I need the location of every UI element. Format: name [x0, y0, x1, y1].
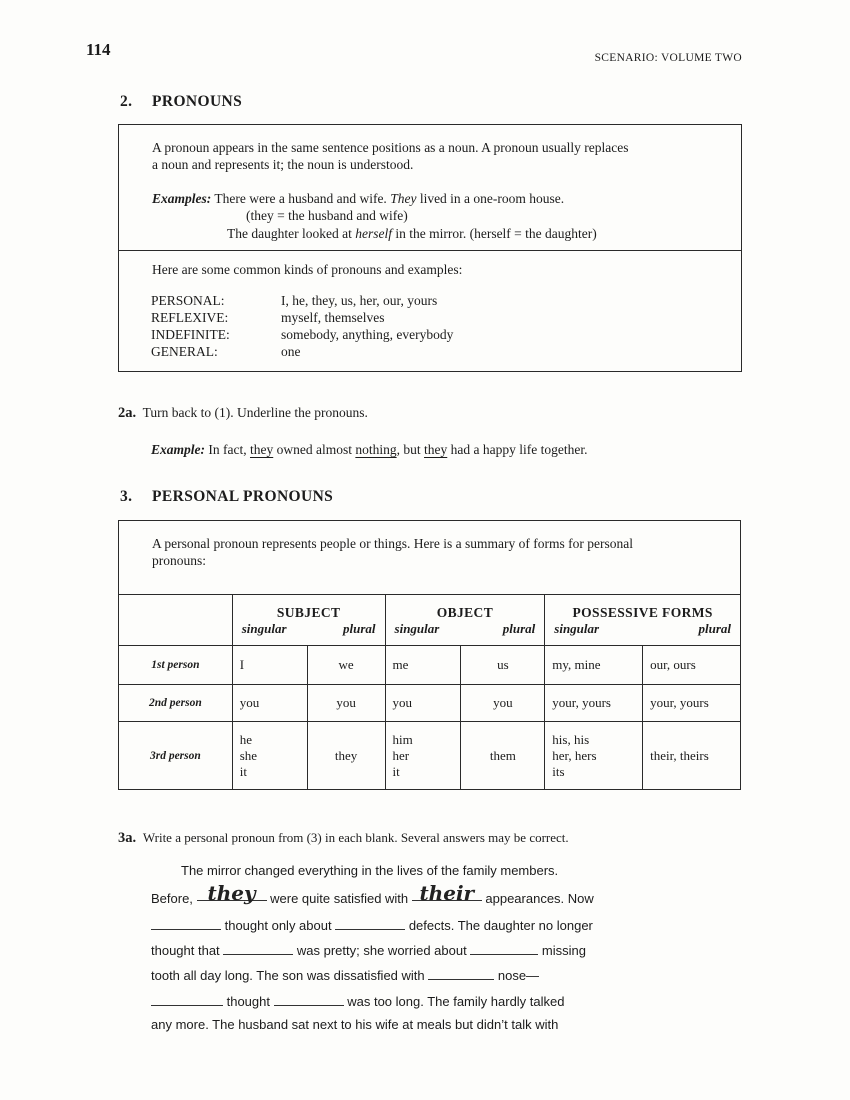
answer-blank[interactable]: [274, 991, 344, 1006]
kind-row: [151, 344, 301, 360]
example-text: owned almost: [273, 442, 356, 457]
kind-examples: myself, themselves: [281, 310, 385, 325]
example-text: lived in a one-room house.: [416, 191, 565, 206]
cell-line: it: [239, 763, 247, 779]
answer-blank[interactable]: [470, 940, 538, 955]
passage-line: any more. The husband sat next to his wife at meals but didn’t talk with: [151, 1017, 559, 1032]
exercise-3a-instruction: [118, 829, 569, 847]
passage-text: Before,: [151, 891, 197, 906]
subheader-singular: singular: [394, 621, 440, 636]
answer-blank[interactable]: [151, 915, 221, 930]
kinds-intro: Here are some common kinds of pronouns and examples:: [152, 262, 463, 277]
section-2-title: [120, 93, 242, 111]
cell-line: his, his: [552, 731, 590, 747]
table-cell: your, yours: [545, 685, 643, 722]
underlined-pronoun: they: [424, 442, 448, 457]
example-label: Example:: [151, 442, 205, 457]
row-label: 3rd person: [119, 722, 233, 790]
section-number: 3.: [120, 488, 133, 505]
answer-blank[interactable]: [151, 991, 223, 1006]
underlined-pronoun: they: [249, 442, 274, 457]
cell-line: her: [392, 747, 410, 763]
kind-row: [151, 310, 384, 326]
kind-name: PERSONAL:: [151, 293, 225, 308]
exercise-number: 3a.: [118, 830, 137, 846]
running-header: SCENARIO: VOLUME TWO: [594, 52, 742, 64]
intro-line: a noun and represents it; the noun is understood.: [152, 157, 414, 172]
exercise-2a-example: [151, 441, 587, 458]
pronouns-definition-box: [118, 124, 742, 372]
group-header: [232, 595, 385, 646]
table-row: [119, 722, 741, 790]
passage-text: missing: [538, 943, 586, 958]
passage-text: thought only about: [221, 918, 336, 933]
subheader-plural: plural: [502, 621, 536, 636]
subheader-singular: singular: [554, 621, 600, 636]
exercise-2a-instruction: [118, 404, 368, 422]
cell-line: her, hers: [552, 747, 597, 763]
example-2: [227, 225, 597, 242]
table-cell: they: [307, 722, 385, 790]
intro-line: pronouns:: [152, 553, 206, 568]
kind-name: GENERAL:: [151, 344, 218, 359]
example-text: In fact,: [208, 442, 250, 457]
passage-line: [151, 915, 593, 933]
instruction-text: Write a personal pronoun from (3) in each blank. Several answers may be correct.: [142, 830, 569, 845]
subheader-plural: plural: [698, 621, 731, 636]
example-1-note: (they = the husband and wife): [246, 208, 408, 223]
section-number: 2.: [120, 93, 133, 110]
table-cell: your, yours: [643, 685, 741, 722]
underlined-pronoun: nothing: [355, 442, 397, 457]
answer-blank[interactable]: [428, 965, 494, 980]
table-cell: us: [461, 646, 545, 685]
table-cell: [385, 722, 461, 790]
passage-line: [151, 881, 594, 906]
group-label: SUBJECT: [276, 605, 341, 620]
answer-blank[interactable]: [335, 915, 405, 930]
section-title-text: PERSONAL PRONOUNS: [152, 488, 334, 505]
personal-pronouns-intro-box: [118, 520, 741, 595]
passage-line: [151, 991, 564, 1009]
passage-text: nose—: [494, 968, 540, 983]
table-cell: [232, 722, 307, 790]
example-text: , but: [396, 442, 425, 457]
answer-blank-filled[interactable]: they: [197, 886, 267, 901]
table-header-row: [119, 595, 741, 646]
row-label: 1st person: [119, 646, 233, 685]
kind-name: REFLEXIVE:: [151, 310, 229, 325]
table-cell: you: [385, 685, 461, 722]
passage-line: [151, 940, 586, 958]
kind-examples: somebody, anything, everybody: [281, 327, 454, 342]
row-label: 2nd person: [119, 685, 233, 722]
table-cell: their, theirs: [643, 722, 741, 790]
cell-line: it: [392, 763, 400, 779]
example-text: There were a husband and wife.: [214, 191, 391, 206]
intro-line: A personal pronoun represents people or things. Here is a summary of forms for personal: [152, 536, 634, 551]
table-cell: [545, 722, 643, 790]
subheader-singular: singular: [241, 621, 287, 636]
example-text: had a happy life together.: [447, 442, 588, 457]
example-1: [152, 190, 564, 207]
passage-line: [151, 965, 539, 983]
table-cell: you: [307, 685, 385, 722]
table-row: [119, 646, 741, 685]
instruction-text: Turn back to (1). Underline the pronouns.: [142, 405, 368, 420]
subheader-plural: plural: [343, 621, 376, 636]
box-divider: [119, 250, 741, 251]
passage-text: was pretty; she worried about: [293, 943, 471, 958]
example-text: in the mirror. (herself = the daughter): [391, 226, 597, 241]
table-cell: our, ours: [643, 646, 741, 685]
section-3-title: [120, 488, 333, 506]
passage-text: defects. The daughter no longer: [405, 918, 593, 933]
passage-text: were quite satisfied with: [266, 891, 412, 906]
header-corner-cell: [119, 595, 233, 646]
answer-blank[interactable]: [223, 940, 293, 955]
passage-text: tooth all day long. The son was dissatisfied with: [151, 968, 429, 983]
kind-examples: I, he, they, us, her, our, yours: [281, 293, 438, 308]
table-cell: my, mine: [545, 646, 643, 685]
cell-line: he: [239, 731, 253, 747]
passage-text: was too long. The family hardly talked: [343, 994, 565, 1009]
personal-pronoun-table: [118, 594, 741, 790]
answer-blank-filled[interactable]: their: [412, 886, 482, 901]
section-title-text: PRONOUNS: [152, 93, 243, 110]
table-cell: you: [232, 685, 307, 722]
example-italic: herself: [355, 226, 392, 241]
kind-row: [151, 327, 453, 343]
example-italic: They: [390, 191, 417, 206]
passage-line: The mirror changed everything in the lives of the family members.: [181, 863, 559, 878]
kind-examples: one: [281, 344, 301, 359]
table-cell: me: [385, 646, 461, 685]
group-header: [385, 595, 545, 646]
table-cell: we: [307, 646, 385, 685]
passage-text: appearances. Now: [481, 891, 594, 906]
group-label: OBJECT: [436, 605, 494, 620]
passage-text: thought that: [151, 943, 224, 958]
group-header: [545, 595, 741, 646]
table-cell: them: [461, 722, 545, 790]
intro-line: A pronoun appears in the same sentence positions as a noun. A pronoun usually replaces: [152, 140, 629, 155]
table-cell: I: [232, 646, 307, 685]
passage-text: thought: [223, 994, 274, 1009]
kind-row: [151, 293, 437, 309]
cell-line: she: [239, 747, 258, 763]
exercise-number: 2a.: [118, 405, 137, 421]
examples-label: Examples:: [152, 191, 212, 206]
example-text: The daughter looked at: [227, 226, 356, 241]
page-number: 114: [86, 40, 111, 59]
kind-name: INDEFINITE:: [151, 327, 230, 342]
cell-line: him: [392, 731, 413, 747]
table-row: [119, 685, 741, 722]
table-cell: you: [461, 685, 545, 722]
cell-line: its: [552, 763, 565, 779]
group-label: POSSESSIVE FORMS: [572, 605, 713, 620]
